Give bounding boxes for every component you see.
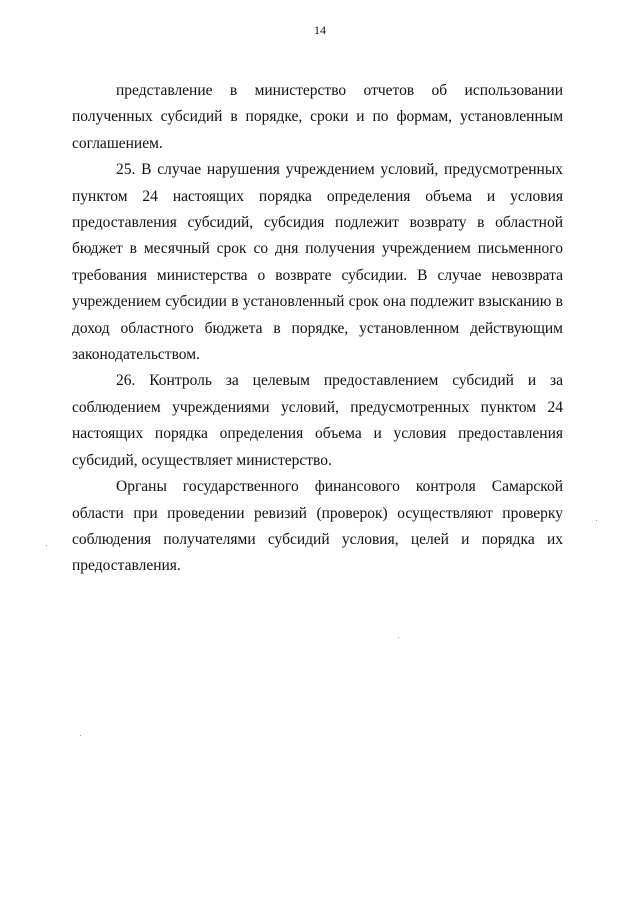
page-number: 14 — [314, 23, 326, 37]
paragraph-continuation: представление в министерство отчетов об использовании полученных субсидий в порядке, сроки и по формам, установленным соглашением. — [72, 82, 563, 152]
document-body — [72, 78, 563, 580]
scan-speck — [398, 637, 399, 638]
paragraph-control-bodies: Органы государственного финансового контроля Самарской области при проведении ревизий (проверок) осуществляют проверку соблюдения получателями субсидий условия, целей и порядка их предоставления. — [72, 478, 563, 575]
scan-speck — [596, 520, 597, 521]
paragraph-clause-26: 26. Контроль за целевым предоставлением субсидий и за соблюдением учреждениями условий, предусмотренных пунктом 24 настоящих порядка определения объема и условия предоставления субсидий, осуществляет министерство. — [72, 372, 563, 469]
scan-speck — [46, 545, 47, 546]
paragraph-clause-25: 25. В случае нарушения учреждением условий, предусмотренных пунктом 24 настоящих порядка определения объема и условия предоставления субсидий, субсидия подлежит возврату в областной бюджет в месячный срок со дня получения учреждением письменного требования министерства о возврате субсидии. В случае невозврата учреждением субсидии в установленный срок она подлежит взысканию в доход областного бюджета в порядке, установленном действующим законодательством. — [72, 161, 563, 364]
scan-speck — [80, 735, 81, 736]
